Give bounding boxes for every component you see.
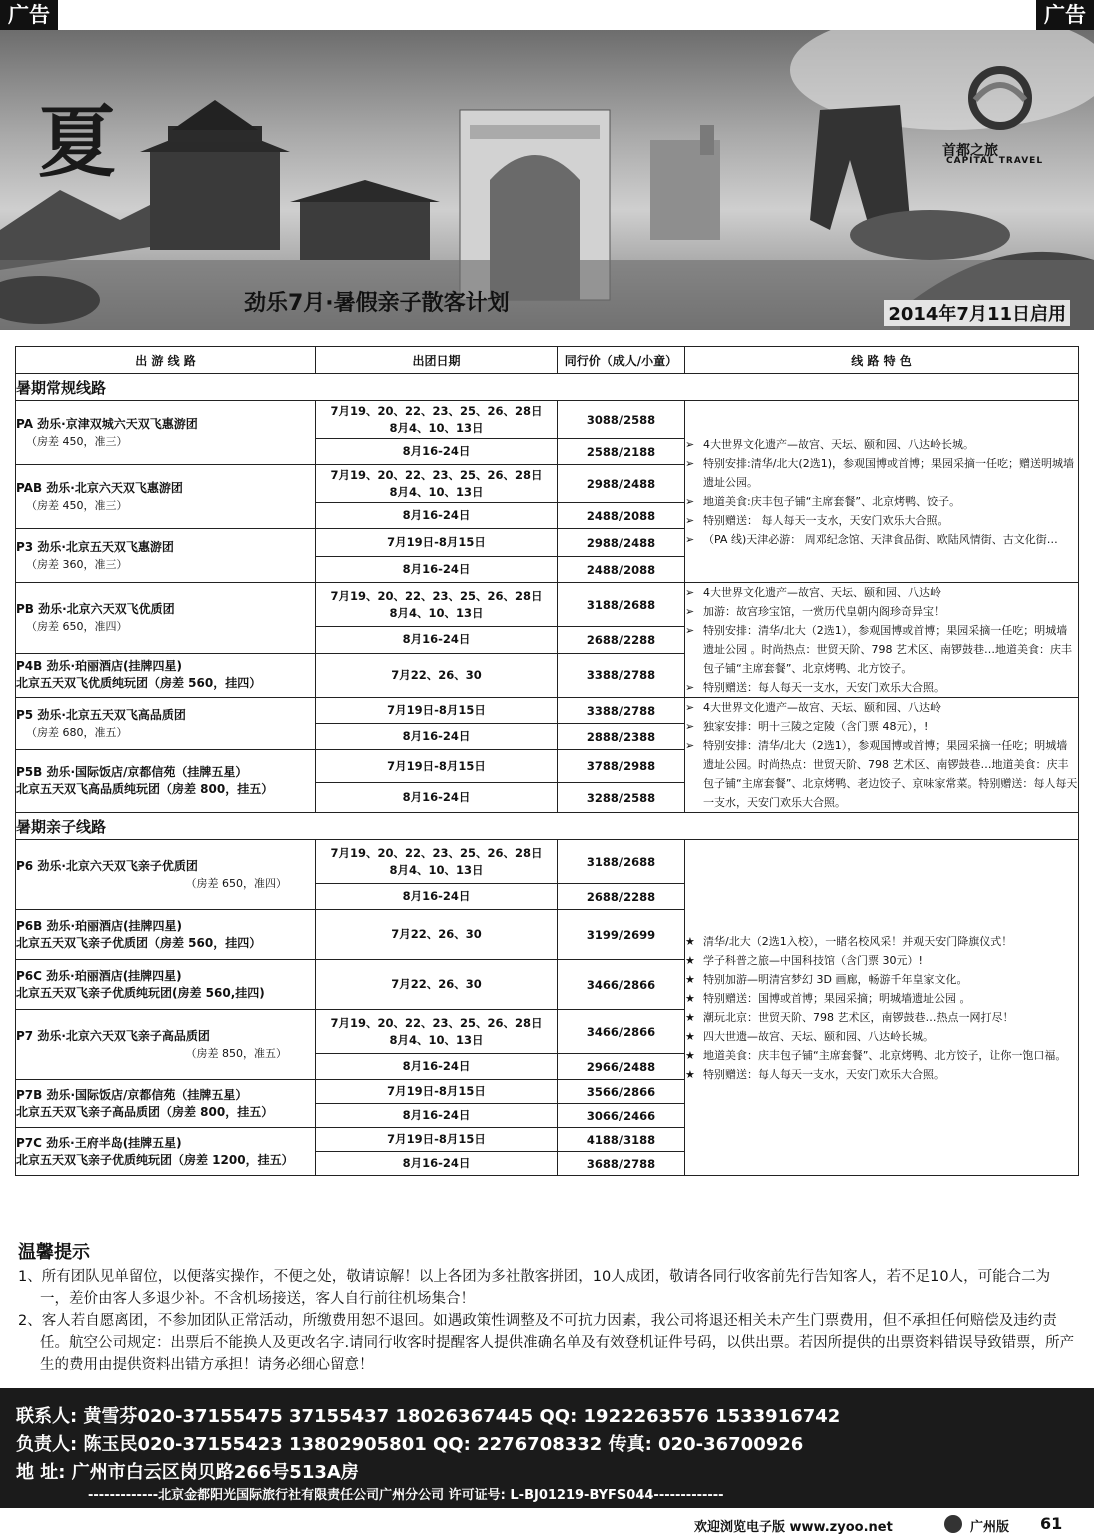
price-cell: 2588/2188 <box>558 439 685 465</box>
date-cell: 8月16-24日 <box>316 1152 558 1176</box>
header-features: 线 路 特 色 <box>685 347 1079 374</box>
feature-item: ➢ 地道美食:庆丰包子铺“主席套餐”、北京烤鸭、饺子。 <box>685 494 961 508</box>
route-note: 北京五天双飞优质纯玩团（房差 560，挂四） <box>16 676 262 691</box>
feature-item: ➢ 特别安排：清华/北大（2选1），参观国博或首博；果园采摘一任吃；明城墙遗址公园 。时尚热点：世贸天阶、798 艺术区、南锣鼓巷…地道美食：庆丰包子铺“主席套餐”、北京烤鸭、北方饺子。 <box>685 624 1072 675</box>
date-line: 7月19、20、22、23、25、26、28日 <box>330 588 543 603</box>
price-cell: 3466/2866 <box>558 1010 685 1054</box>
date-cell: 8月16-24日 <box>316 724 558 750</box>
date-line: 8月4、10、13日 <box>389 1032 484 1047</box>
feature-item: ➢ 4大世界文化遗产—故宫、天坛、颐和园、八达岭 <box>685 586 941 599</box>
header-price: 同行价（成人/小童） <box>558 347 685 374</box>
feature-item: ★ 四大世遗—故宫、天坛、颐和园、八达岭长城。 <box>685 1029 934 1043</box>
price-cell: 2988/2488 <box>558 465 685 503</box>
date-line: 7月19、20、22、23、25、26、28日 <box>330 845 543 860</box>
date-cell: 7月22、26、30 <box>316 960 558 1010</box>
table-row <box>16 583 1079 627</box>
route-note: 北京五天双飞高品质纯玩团（房差 800，挂五） <box>16 782 274 796</box>
price-cell: 3088/2588 <box>558 401 685 439</box>
start-date: 2014年7月11日启用 <box>884 300 1070 326</box>
feature-item: ★ 潮玩北京：世贸天阶、798 艺术区，南锣鼓巷…热点一网打尽！ <box>685 1010 1014 1024</box>
date-cell: 8月16-24日 <box>316 627 558 653</box>
features-cell-group3 <box>685 698 1079 813</box>
date-cell: 8月16-24日 <box>316 439 558 465</box>
date-line: 7月19、20、22、23、25、26、28日 <box>330 403 543 418</box>
route-note: （房差 650，准四） <box>26 619 128 633</box>
date-cell: 8月16-24日 <box>316 503 558 529</box>
tip-item: 1、所有团队见单留位，以便落实操作，不便之处，敬请谅解！以上各团为多社散客拼团，10人成团，敬请各同行收客前先行告知客人，若不足10人，可能合二为一，差价由客人多退少补。不含机场接送，客人自行前往机场集合！ <box>18 1269 1051 1307</box>
feature-item: ➢ 4大世界文化遗产—故宫、天坛、颐和园、八达岭 <box>685 701 941 714</box>
feature-item: ➢ 特别赠送： 每人每天一支水，天安门欢乐大合照。 <box>685 513 949 527</box>
route-cell <box>16 840 316 910</box>
price-cell: 3188/2688 <box>558 583 685 627</box>
brand-logo-cn: 首都之旅 <box>942 143 998 159</box>
header-route: 出 游 线 路 <box>16 347 316 374</box>
features-cell-group1 <box>685 401 1079 583</box>
date-cell <box>316 465 558 503</box>
route-cell <box>16 583 316 654</box>
schedule-table <box>15 346 1079 1176</box>
route-cell <box>16 1010 316 1080</box>
date-cell <box>316 401 558 439</box>
price-cell: 3788/2988 <box>558 750 685 783</box>
table-row <box>16 698 1079 724</box>
price-cell: 2888/2388 <box>558 724 685 750</box>
date-cell <box>316 583 558 627</box>
date-cell: 7月19日-8月15日 <box>316 1128 558 1152</box>
route-cell <box>16 910 316 960</box>
route-title: P6 劲乐·北京六天双飞亲子优质团 <box>16 858 198 873</box>
feature-item: ➢ （PA 线)天津必游： 周邓纪念馆、天津食品街、欧陆风情街、古文化街… <box>685 532 1058 546</box>
ad-tag-right: 广告 <box>1036 0 1094 30</box>
feature-item: ➢ 4大世界文化遗产—故宫、天坛、颐和园、八达岭长城。 <box>685 437 974 451</box>
contact-bar <box>0 1388 1094 1508</box>
route-title: P4B 劲乐·珀丽酒店(挂牌四星) <box>16 659 182 674</box>
date-cell <box>316 840 558 884</box>
price-cell: 2966/2488 <box>558 1054 685 1080</box>
route-title: PAB 劲乐·北京六天双飞惠游团 <box>16 480 183 495</box>
table-row <box>16 840 1079 884</box>
manager-line: 负责人: 陈玉民020-37155423 13802905801 QQ: 2276708332 传真: 020-36700926 <box>16 1434 804 1455</box>
date-line: 8月4、10、13日 <box>389 605 484 620</box>
section-row <box>16 813 1079 840</box>
route-title: P7C 劲乐·王府半岛(挂牌五星) <box>16 1135 182 1150</box>
date-cell: 7月19日-8月15日 <box>316 750 558 783</box>
date-line: 7月19、20、22、23、25、26、28日 <box>330 467 543 482</box>
feature-item: ➢ 加游：故宫珍宝馆，一赏历代皇朝内阁珍奇异宝！ <box>685 605 945 618</box>
date-line: 7月19、20、22、23、25、26、28日 <box>330 1015 543 1030</box>
route-title: P3 劲乐·北京五天双飞惠游团 <box>16 539 174 554</box>
feature-item: ➢ 特别安排：清华/北大（2选1），参观国博或首博；果园采摘一任吃；明城墙遗址公园。时尚热点：世贸天阶、798 艺术区、南锣鼓巷…地道美食：庆丰包子铺“主席套餐”、北京烤鸭、老边饺子、京味家常菜。特别赠送：每人每天一支水，天安门欢乐大合照。 <box>685 739 1078 809</box>
tips-heading: 温馨提示 <box>18 1242 90 1263</box>
price-cell: 3188/2688 <box>558 840 685 884</box>
date-line: 8月4、10、13日 <box>389 862 484 877</box>
landmarks-illustration <box>0 30 1094 330</box>
route-title: P5B 劲乐·国际饭店/京都信苑（挂牌五星） <box>16 765 248 779</box>
brand-logo-en: CAPITAL TRAVEL <box>946 156 1044 166</box>
date-cell: 8月16-24日 <box>316 1104 558 1128</box>
route-title: PA 劲乐·京津双城六天双飞惠游团 <box>16 416 198 431</box>
route-title: P7B 劲乐·国际饭店/京都信苑（挂牌五星） <box>16 1087 248 1102</box>
route-title: P6B 劲乐·珀丽酒店(挂牌四星) <box>16 918 182 933</box>
route-note: 北京五天双飞亲子优质纯玩团（房差 1200，挂五） <box>16 1152 294 1167</box>
date-cell: 8月16-24日 <box>316 1054 558 1080</box>
price-cell: 3688/2788 <box>558 1152 685 1176</box>
tips-block <box>18 1266 1078 1376</box>
header-date: 出团日期 <box>316 347 558 374</box>
summer-calligraphy: 夏 <box>38 97 117 188</box>
section-row <box>16 374 1079 401</box>
route-cell <box>16 750 316 813</box>
feature-item: ★ 特别赠送：国博或首博；果园采摘；明城墙遗址公园 。 <box>685 991 971 1005</box>
route-title: P5 劲乐·北京五天双飞高品质团 <box>16 707 186 722</box>
route-note: （房差 680，准五） <box>26 725 128 739</box>
route-note: （房差 360，准三） <box>26 557 128 571</box>
price-cell: 3566/2866 <box>558 1080 685 1104</box>
feature-item: ★ 学子科普之旅—中国科技馆（含门票 30元）! <box>685 953 923 967</box>
route-note: 北京五天双飞亲子高品质团（房差 800，挂五） <box>16 1104 274 1119</box>
price-cell: 3388/2788 <box>558 653 685 697</box>
date-cell: 8月16-24日 <box>316 884 558 910</box>
price-cell: 3466/2866 <box>558 960 685 1010</box>
plan-title: 劲乐7月·暑假亲子散客计划 <box>244 291 510 316</box>
table-header-row <box>16 347 1079 374</box>
date-cell: 7月22、26、30 <box>316 910 558 960</box>
date-cell: 8月16-24日 <box>316 783 558 813</box>
route-cell <box>16 960 316 1010</box>
feature-item: ★ 特别赠送：每人每天一支水，天安门欢乐大合照。 <box>685 1067 945 1081</box>
date-line: 8月4、10、13日 <box>389 484 484 499</box>
edition-label: 广州版 <box>970 1520 1010 1535</box>
price-cell: 4188/3188 <box>558 1128 685 1152</box>
date-cell: 7月19日-8月15日 <box>316 698 558 724</box>
feature-item: ★ 地道美食：庆丰包子铺“主席套餐”、北京烤鸭、北方饺子，让你一饱口福。 <box>685 1048 1067 1062</box>
feature-item: ★ 清华/北大（2选1入校），一睹名校风采！并观天安门降旗仪式！ <box>685 934 1013 948</box>
company-license: -------------北京金都阳光国际旅行社有限责任公司广州分公司 许可证号: L-BJ01219-BYFS044------------- <box>88 1488 724 1503</box>
section-title-family: 暑期亲子线路 <box>16 813 1079 840</box>
route-note: 北京五天双飞亲子优质纯玩团(房差 560,挂四) <box>16 985 265 1000</box>
route-note: 北京五天双飞亲子优质团（房差 560，挂四） <box>16 935 262 950</box>
table-row <box>16 401 1079 439</box>
price-cell: 3388/2788 <box>558 698 685 724</box>
price-cell: 2988/2488 <box>558 529 685 557</box>
route-cell <box>16 401 316 465</box>
date-cell: 7月19日-8月15日 <box>316 1080 558 1104</box>
date-cell: 8月16-24日 <box>316 557 558 583</box>
address-line: 地 址: 广州市白云区岗贝路266号513A房 <box>16 1462 359 1483</box>
route-note: （房差 450，准三） <box>26 498 128 512</box>
red-logo-icon <box>944 1515 962 1533</box>
feature-item: ➢ 特别安排:清华/北大(2选1)，参观国博或首博；果园采摘一任吃；赠送明城墙遗址公园。 <box>685 456 1074 489</box>
route-cell <box>16 653 316 697</box>
price-cell: 3066/2466 <box>558 1104 685 1128</box>
route-title: P7 劲乐·北京六天双飞亲子高品质团 <box>16 1028 210 1043</box>
route-note: （房差 650，准四） <box>185 876 287 890</box>
price-cell: 2488/2088 <box>558 557 685 583</box>
date-cell: 7月19日-8月15日 <box>316 529 558 557</box>
tip-item: 2、客人若自愿离团，不参加团队正常活动，所缴费用恕不退回。如遇政策性调整及不可抗力因素，我公司将退还相关未产生门票费用，但不承担任何赔偿及违约责任。航空公司规定：出票后不能换人及更改名字.请同行收客时提醒客人提供准确名单及有效登机证件号码，以供出票。若因所提供的出票资料错误导致错票，所产生的费用由提供资料出错方承担！请务必细心留意！ <box>18 1313 1075 1373</box>
price-cell: 3288/2588 <box>558 783 685 813</box>
page-footer <box>0 1510 1094 1538</box>
feature-item: ➢ 特别赠送：每人每天一支水，天安门欢乐大合照。 <box>685 681 945 694</box>
ad-tag-left: 广告 <box>0 0 58 30</box>
price-cell: 2688/2288 <box>558 627 685 653</box>
date-cell: 7月22、26、30 <box>316 653 558 697</box>
date-line: 8月4、10、13日 <box>389 420 484 435</box>
route-cell <box>16 465 316 529</box>
route-note: （房差 850，准五） <box>185 1046 287 1060</box>
route-cell <box>16 698 316 750</box>
contact-line: 联系人: 黄雪芬020-37155475 37155437 18026367445 QQ: 1922263576 1533916742 <box>16 1406 841 1427</box>
browse-link[interactable]: 欢迎浏览电子版 www.zyoo.net <box>694 1520 893 1535</box>
feature-item: ➢ 独家安排：明十三陵之定陵（含门票 48元），! <box>685 720 929 733</box>
route-cell <box>16 1080 316 1128</box>
route-title: P6C 劲乐·珀丽酒店(挂牌四星) <box>16 968 182 983</box>
features-cell-group4 <box>685 840 1079 1176</box>
price-cell: 2488/2088 <box>558 503 685 529</box>
date-cell <box>316 1010 558 1054</box>
route-title: PB 劲乐·北京六天双飞优质团 <box>16 601 175 616</box>
section-title-regular: 暑期常规线路 <box>16 374 1079 401</box>
feature-item: ★ 特别加游—明清宫梦幻 3D 画廊，畅游千年皇家文化。 <box>685 972 968 986</box>
route-note: （房差 450，准三） <box>26 434 128 448</box>
route-cell <box>16 529 316 583</box>
price-cell: 3199/2699 <box>558 910 685 960</box>
route-cell <box>16 1128 316 1176</box>
page-number: 61 <box>1040 1514 1063 1533</box>
price-cell: 2688/2288 <box>558 884 685 910</box>
features-cell-group2 <box>685 583 1079 698</box>
banner-image <box>0 30 1094 330</box>
